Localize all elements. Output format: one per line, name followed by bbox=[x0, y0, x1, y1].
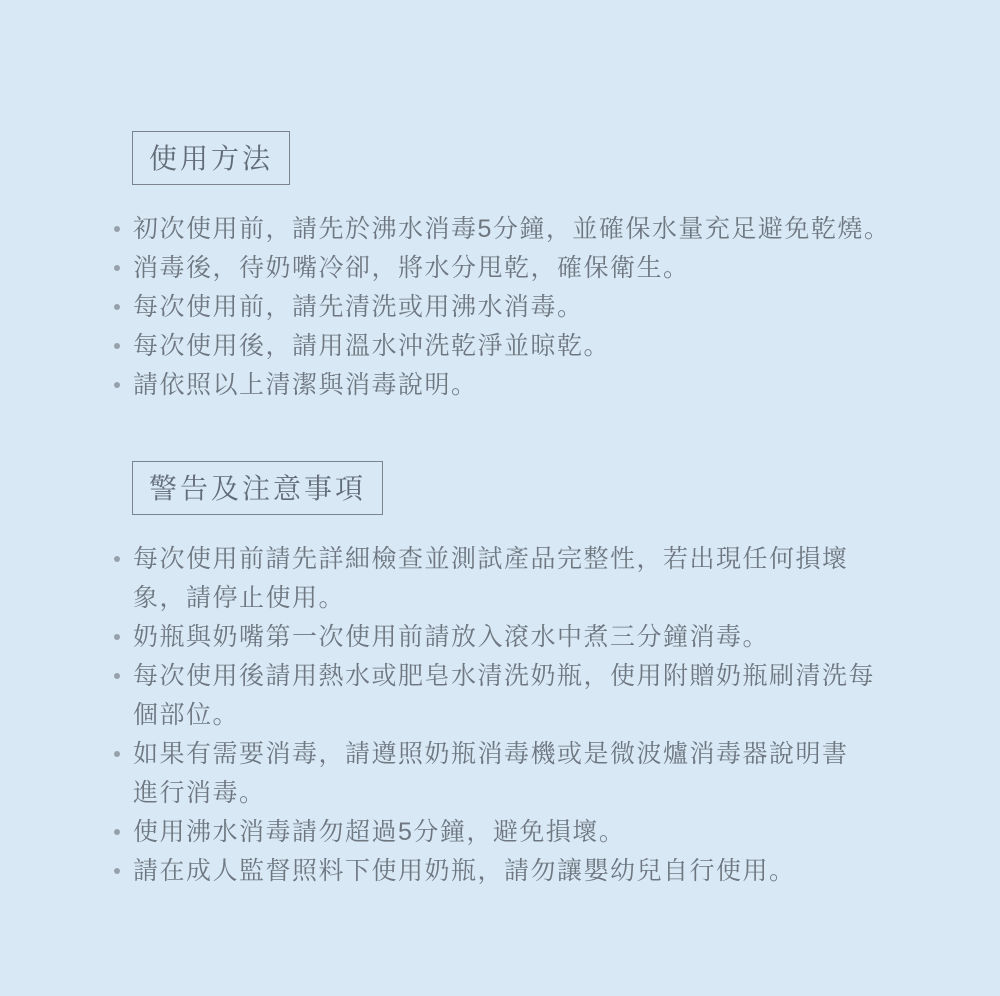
bullet-dot-icon bbox=[112, 249, 133, 288]
text-line: 每次使用前，請先清洗或用沸水消毒。 bbox=[133, 293, 584, 321]
list-item-text bbox=[133, 735, 849, 813]
list-item bbox=[112, 852, 1000, 891]
bullet-dot-icon bbox=[112, 618, 133, 657]
text-line: 請依照以上清潔與消毒說明。 bbox=[133, 371, 478, 399]
text-line: 使用沸水消毒請勿超過5分鐘，避免損壞。 bbox=[133, 818, 626, 846]
usage-section-title: 使用方法 bbox=[149, 143, 274, 174]
list-item-text bbox=[133, 366, 478, 405]
list-item-text bbox=[133, 813, 625, 852]
list-item-text bbox=[133, 210, 890, 249]
list-item-text bbox=[133, 852, 796, 891]
list-item-text bbox=[133, 618, 769, 657]
list-item-text bbox=[133, 327, 610, 366]
bullet-dot-icon bbox=[112, 852, 133, 891]
list-item-text bbox=[133, 657, 875, 735]
bullet-dot-icon bbox=[112, 813, 133, 852]
list-item bbox=[112, 735, 1000, 813]
usage-section bbox=[112, 131, 1000, 405]
bullet-dot-icon bbox=[112, 288, 133, 327]
text-line: 請在成人監督照料下使用奶瓶，請勿讓嬰幼兒自行使用。 bbox=[133, 857, 796, 885]
list-item bbox=[112, 540, 1000, 618]
list-item bbox=[112, 249, 1000, 288]
list-item bbox=[112, 210, 1000, 249]
list-item-text bbox=[133, 288, 584, 327]
list-item bbox=[112, 657, 1000, 735]
list-item bbox=[112, 366, 1000, 405]
bullet-dot-icon bbox=[112, 657, 133, 696]
list-item bbox=[112, 618, 1000, 657]
list-item bbox=[112, 813, 1000, 852]
list-item bbox=[112, 327, 1000, 366]
text-line: 進行消毒。 bbox=[133, 779, 266, 807]
text-line: 消毒後，待奶嘴冷卻，將水分甩乾，確保衛生。 bbox=[133, 254, 690, 282]
bullet-dot-icon bbox=[112, 735, 133, 774]
text-line: 每次使用後，請用溫水沖洗乾淨並晾乾。 bbox=[133, 332, 611, 360]
text-line: 每次使用後請用熱水或肥皂水清洗奶瓶，使用附贈奶瓶刷清洗每 bbox=[133, 662, 876, 690]
warning-bullet-list bbox=[112, 540, 1000, 891]
bullet-dot-icon bbox=[112, 327, 133, 366]
bullet-dot-icon bbox=[112, 540, 133, 579]
usage-bullet-list bbox=[112, 210, 1000, 405]
list-item-text bbox=[133, 249, 690, 288]
text-line: 如果有需要消毒，請遵照奶瓶消毒機或是微波爐消毒器說明書 bbox=[133, 740, 849, 768]
bullet-dot-icon bbox=[112, 366, 133, 405]
warning-title-box bbox=[132, 461, 383, 515]
text-line: 奶瓶與奶嘴第一次使用前請放入滾水中煮三分鐘消毒。 bbox=[133, 623, 770, 651]
usage-title-box bbox=[132, 131, 290, 185]
list-item bbox=[112, 288, 1000, 327]
warning-section-title: 警告及注意事項 bbox=[149, 473, 367, 504]
text-line: 初次使用前，請先於沸水消毒5分鐘，並確保水量充足避免乾燒。 bbox=[133, 215, 891, 243]
bullet-dot-icon bbox=[112, 210, 133, 249]
text-line: 象，請停止使用。 bbox=[133, 584, 346, 612]
list-item-text bbox=[133, 540, 849, 618]
warning-section bbox=[112, 461, 1000, 891]
text-line: 個部位。 bbox=[133, 701, 240, 729]
text-line: 每次使用前請先詳細檢查並測試產品完整性，若出現任何損壞 bbox=[133, 545, 849, 573]
